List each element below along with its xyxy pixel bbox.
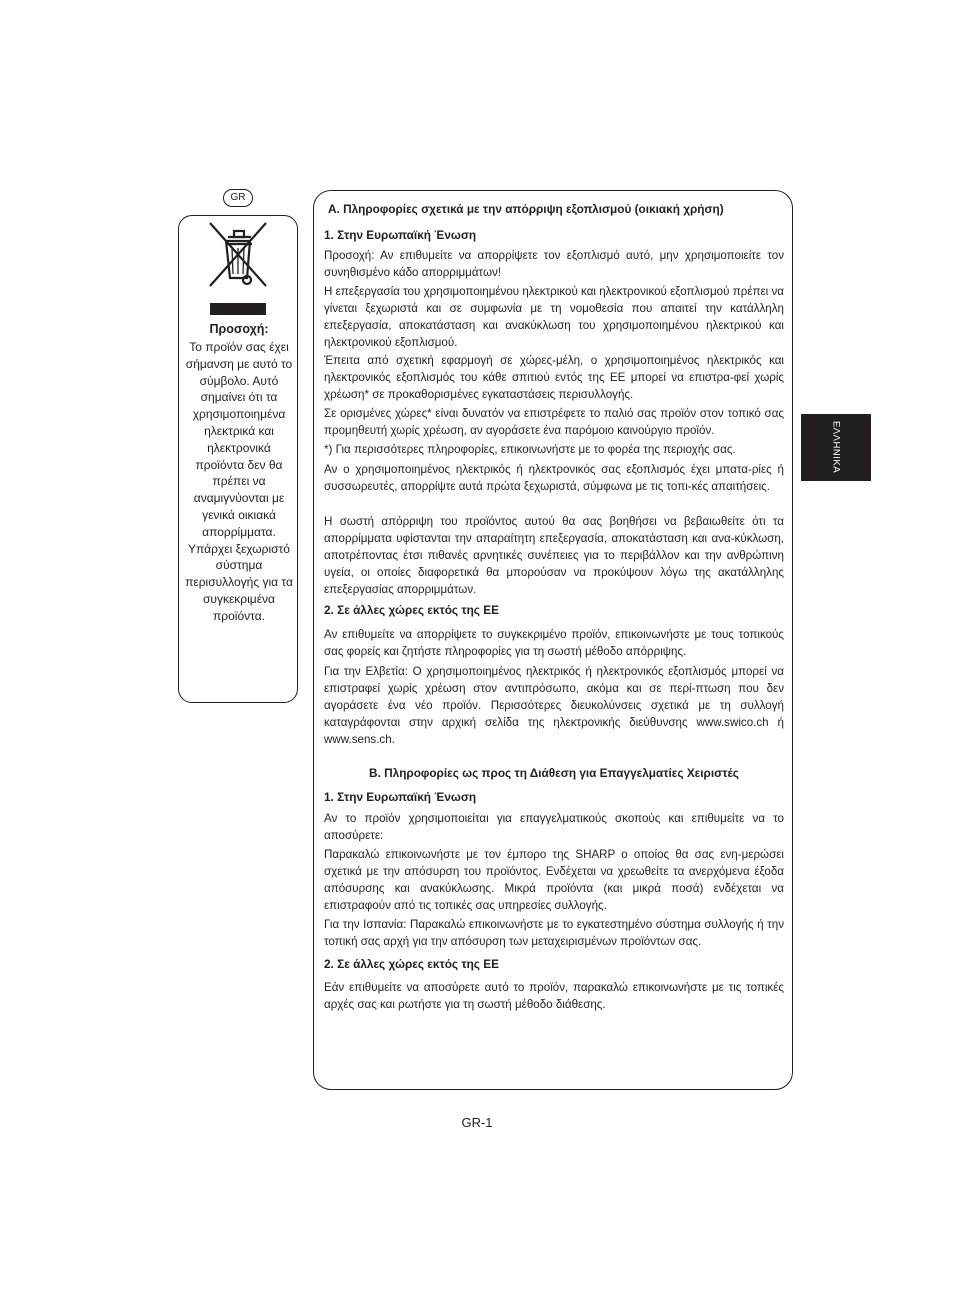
caution-title: Προσοχή: — [209, 322, 269, 336]
section-a-paragraph-8: Αν επιθυμείτε να απορρίψετε το συγκεκριμένο προϊόν, επικοινωνήστε με τους τοπικούς σας φορείς και ζητήστε πληροφορίες για τη σωστή μέθοδο απόρριψης. — [324, 628, 784, 658]
caution-sidebar — [178, 215, 298, 703]
section-a-other-heading: 2. Σε άλλες χώρες εκτός της ΕΕ — [324, 603, 499, 617]
language-tab — [801, 414, 871, 481]
section-a-paragraph-7: Η σωστή απόρριψη του προϊόντος αυτού θα σας βοηθήσει να βεβαιωθείτε ότι τα απορρίμματα υφίστανται την απαραίτητη επεξεργασία, αποκατάσταση και ανα-κύκλωση, αποτρέποντας έτσι πιθανές αρνητικές συνέπειες για το περιβάλλον και την ανθρώπινη υγεία, οι οποίες διαφορετικά θα μπορούσαν να προκύψουν λόγω της ακατάλληλης επεξεργασίας απορριμμάτων. — [324, 515, 784, 596]
section-b-eu-heading: 1. Στην Ευρωπαϊκή Ένωση — [324, 790, 477, 804]
section-b-paragraph-3: Για την Ισπανία: Παρακαλώ επικοινωνήστε με το εγκατεστημένο σύστημα συλλογής ή την τοπική σας αρχή για την απόσυρση των μεταχειρισμένων προϊόντων σας. — [324, 918, 784, 948]
section-a-eu-heading: 1. Στην Ευρωπαϊκή Ένωση — [324, 228, 477, 242]
section-b-title: B. Πληροφορίες ως προς τη Διάθεση για Επαγγελματίες Χειριστές — [369, 766, 739, 780]
page-number: GR-1 — [461, 1115, 493, 1130]
section-a-paragraph-6: Αν ο χρησιμοποιημένος ηλεκτρικός ή ηλεκτρονικός σας εξοπλισμός έχει μπατα-ρίες ή συσσωρευτές, απορρίψτε αυτά πρώτα ξεχωριστά, σύμφωνα με τις τοπι-κές απαιτήσεις. — [324, 463, 784, 493]
weee-solid-bar — [210, 303, 266, 315]
language-tab-label: ΕΛΛΗΝΙΚΑ — [830, 420, 842, 474]
section-a-title: A. Πληροφορίες σχετικά με την απόρριψη εξοπλισμού (οικιακή χρήση) — [328, 202, 724, 216]
section-a-paragraph-4: Σε ορισμένες χώρες* είναι δυνατόν να επιστρέφετε το παλιό σας προϊόν στον τοπικό σας προμηθευτή χωρίς χρέωση, αν αγοράσετε ένα παρόμοιο καινούργιο προϊόν. — [324, 407, 784, 437]
section-b-other-heading: 2. Σε άλλες χώρες εκτός της ΕΕ — [324, 957, 499, 971]
section-b-paragraph-4: Εάν επιθυμείτε να αποσύρετε αυτό το προϊόν, παρακαλώ επικοινωνήστε με τις τοπικές αρχές σας και ρωτήστε για τη σωστή μέθοδο διάθεσης. — [324, 981, 784, 1011]
section-a-paragraph-1: Προσοχή: Αν επιθυμείτε να απορρίψετε τον εξοπλισμό αυτό, μην χρησιμοποιείτε τον συνηθισμένο κάδο απορριμμάτων! — [324, 249, 784, 279]
language-badge: GR — [223, 189, 253, 207]
crossed-out-wheelie-bin-icon — [206, 220, 270, 290]
section-a-paragraph-2: Η επεξεργασία του χρησιμοποιημένου ηλεκτρικού και ηλεκτρονικού εξοπλισμού πρέπει να γίνεται ξεχωριστά και σε συμφωνία με τη νομοθεσία που απαιτεί την κατάλληλη επεξεργασία, αποκατάσταση και ανακύκλωση του χρησιμοποιημένου ηλεκτρικού και ηλεκτρονικού εξοπλισμού. — [324, 285, 784, 349]
caution-text: Το προϊόν σας έχει σήμανση με αυτό το σύμβολο. Αυτό σημαίνει ότι τα χρησιμοποιημένα ηλεκτρικά και ηλεκτρονικά προϊόντα δεν θα πρέπει να αναμιγνύονται με γενικά οικιακά απορρίμματα. Υπάρχει ξεχωριστό σύστημα περισυλλογής για τα συγκεκριμένα προϊόντα. — [185, 340, 293, 623]
section-a-paragraph-5: *) Για περισσότερες πληροφορίες, επικοινωνήστε με το φορέα της περιοχής σας. — [324, 443, 736, 456]
section-b-paragraph-1: Αν το προϊόν χρησιμοποιείται για επαγγελματικούς σκοπούς και επιθυμείτε να το αποσύρετε: — [324, 812, 784, 842]
section-a-paragraph-3: Έπειτα από σχετική εφαρμογή σε χώρες-μέλη, ο χρησιμοποιημένος ηλεκτρικός και ηλεκτρονικός εξοπλισμός του κάθε σπιτιού εντός της ΕΕ μπορεί να επιστρα-φεί χωρίς χρέωση* σε προκαθορισμένες εγκαταστάσεις περισυλλογής. — [324, 354, 784, 401]
section-b-paragraph-2: Παρακαλώ επικοινωνήστε με τον έμπορο της SHARP ο οποίος θα σας ενη-μερώσει σχετικά με την απόσυρση του προϊόντος. Ενδέχεται να χρεωθείτε τα ανερχόμενα έξοδα απόσυρσης και ανακύκλωσης. Μικρά προϊόντα (και μικρά ποσά) ενδέχεται να επιστραφούν από τις τοπικές σας υπηρεσίες συλλογής. — [324, 848, 784, 912]
section-a-paragraph-9: Για την Ελβετία: Ο χρησιμοποιημένος ηλεκτρικός ή ηλεκτρονικός εξοπλισμός μπορεί να επιστραφεί χωρίς χρέωση στον αντιπρόσωπο, ακόμα και σε περί-πτωση που δεν αγοράσετε ένα νέο προϊόν. Περισσότερες διευκολύνσεις σχετικά με τη συλλογή καταγράφονται στην αρχική σελίδα της ηλεκτρονικής διεύθυνσης www.swico.ch ή www.sens.ch. — [324, 665, 784, 746]
